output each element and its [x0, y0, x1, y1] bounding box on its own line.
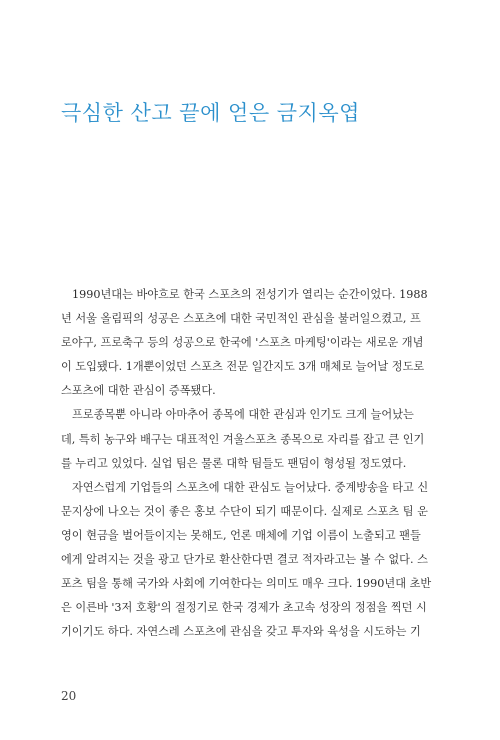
text-line: 를 누리고 있었다. 실업 팀은 물론 대학 팀들도 팬덤이 형성될 정도였다.	[61, 456, 407, 470]
text-line: 문지상에 나오는 것이 좋은 홍보 수단이 되기 때문이다. 실제로 스포츠 팀 운	[61, 504, 428, 518]
text-line: 자연스럽게 기업들의 스포츠에 대한 관심도 늘어났다. 중계방송을 타고 신	[72, 480, 429, 494]
text-line: 데, 특히 농구와 배구는 대표적인 겨울스포츠 종목으로 자리를 잡고 큰 인기	[61, 432, 425, 446]
chapter-title: 극심한 산고 끝에 얻은 금지옥엽	[61, 101, 360, 125]
text-line: 에게 알려지는 것을 광고 단가로 환산한다면 결코 적자라고는 볼 수 없다. 스	[61, 553, 428, 567]
text-line: 로야구, 프로축구 등의 성공으로 한국에 '스포츠 마케팅'이라는 새로운 개념	[61, 336, 424, 350]
text-line: 포츠 팀을 통해 국가와 사회에 기여한다는 의미도 매우 크다. 1990년대 초반	[61, 577, 432, 591]
text-line: 년 서울 올림픽의 성공은 스포츠에 대한 국민적인 관심을 불러일으켰고, 프	[61, 312, 421, 326]
body-text	[61, 283, 432, 644]
text-line: 프로종목뿐 아니라 아마추어 종목에 대한 관심과 인기도 크게 늘어났는	[72, 408, 414, 422]
text-line: 영이 현금을 벌어들이지는 못해도, 언론 매체에 기업 이름이 노출되고 팬들	[61, 528, 421, 542]
text-line: 이 도입됐다. 1개뿐이었던 스포츠 전문 일간지도 3개 매체로 늘어날 정도로	[61, 360, 425, 374]
text-line: 스포츠에 대한 관심이 증폭됐다.	[61, 384, 216, 398]
page-number: 20	[61, 689, 77, 703]
text-line: 1990년대는 바야흐로 한국 스포츠의 전성기가 열리는 순간이었다. 1988	[72, 288, 428, 301]
text-line: 기이기도 하다. 자연스레 스포츠에 관심을 갖고 투자와 육성을 시도하는 기	[61, 625, 421, 639]
text-line: 은 이른바 '3저 호황'의 절정기로 한국 경제가 초고속 성장의 정점을 찍던 시	[61, 601, 427, 615]
